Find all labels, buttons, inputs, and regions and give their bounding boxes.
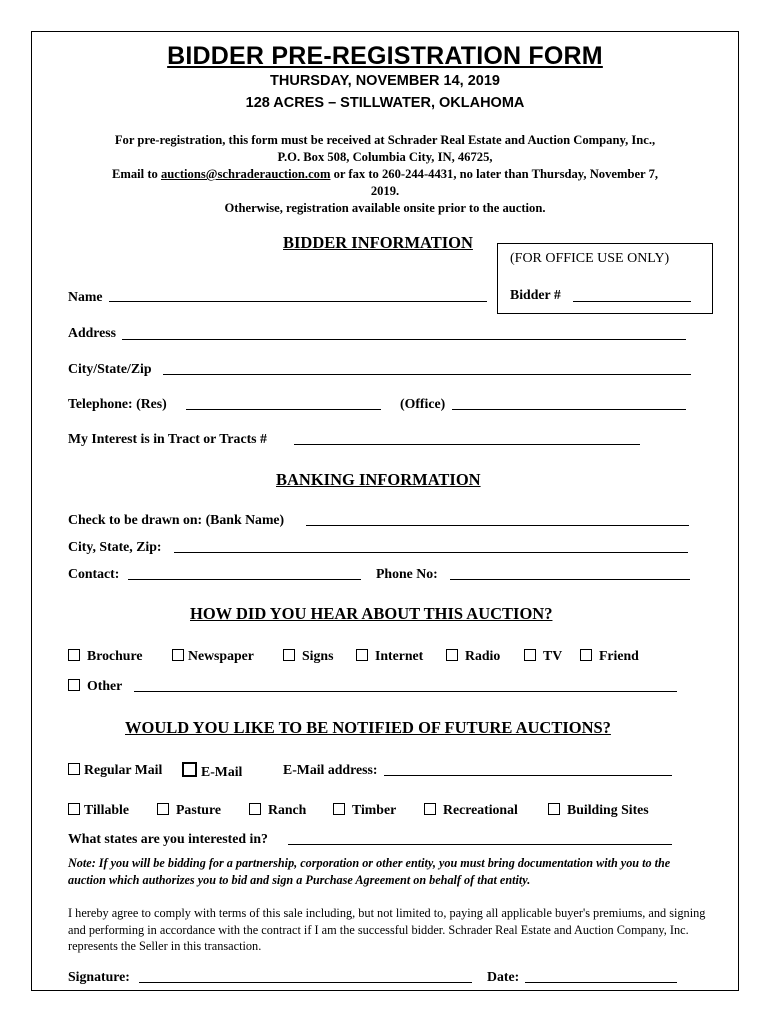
- checkbox[interactable]: [68, 649, 80, 661]
- checkbox[interactable]: [548, 803, 560, 815]
- bidder-info-heading: BIDDER INFORMATION: [283, 233, 473, 252]
- checkbox[interactable]: [249, 803, 261, 815]
- bidder-number-field[interactable]: [573, 301, 691, 302]
- city-state-zip-label: City/State/Zip: [68, 361, 152, 376]
- option-label: Signs: [302, 648, 334, 663]
- option-label: Newspaper: [188, 648, 254, 663]
- hear-option-brochure[interactable]: [68, 648, 142, 664]
- fax-text: or fax to 260-244-4431, no later than Thursday, November 7,: [330, 167, 659, 181]
- hear-option-radio[interactable]: [446, 648, 500, 664]
- checkbox[interactable]: [68, 679, 80, 691]
- phone-label: Phone No:: [376, 566, 438, 581]
- hear-option-tv[interactable]: [524, 648, 562, 664]
- bidder-number-label: Bidder #: [510, 287, 561, 302]
- interest-pasture[interactable]: [157, 802, 221, 818]
- email-link[interactable]: auctions@schraderauction.com: [160, 167, 331, 181]
- checkbox[interactable]: [446, 649, 458, 661]
- bank-city-field[interactable]: [174, 552, 688, 553]
- checkbox[interactable]: [68, 803, 80, 815]
- intro-text: [70, 132, 700, 217]
- interest-tillable[interactable]: [68, 802, 129, 818]
- date-label: Date:: [487, 969, 520, 984]
- office-use-title: (FOR OFFICE USE ONLY): [510, 251, 670, 266]
- checkbox[interactable]: [424, 803, 436, 815]
- option-label: Internet: [375, 648, 424, 663]
- signature-field[interactable]: [139, 982, 472, 983]
- bank-name-label: Check to be drawn on: (Bank Name): [68, 512, 285, 527]
- name-label: Name: [68, 289, 103, 304]
- hear-option-signs[interactable]: [283, 648, 333, 664]
- interest-timber[interactable]: [333, 802, 396, 818]
- interest-building-sites[interactable]: [548, 802, 649, 818]
- states-field[interactable]: [288, 844, 672, 845]
- signature-label: Signature:: [68, 969, 130, 984]
- option-label: E-Mail: [201, 764, 243, 779]
- telephone-office-field[interactable]: [452, 409, 686, 410]
- option-label: Timber: [352, 802, 397, 817]
- telephone-res-label: Telephone: (Res): [68, 396, 167, 411]
- agreement-text: I hereby agree to comply with terms of this sale including, but not limited to, paying all applicable buyer's premiums, and signing and performing in accordance with the contract if I am the successful bidder. Schrader Real Estate and Auction Company, Inc. represents the Seller in this transaction.: [68, 906, 706, 953]
- intro-line-4: 2019.: [370, 184, 400, 198]
- checkbox[interactable]: [157, 803, 169, 815]
- hear-option-internet[interactable]: [356, 648, 423, 664]
- address-label: Address: [68, 325, 117, 340]
- intro-line-3: [70, 166, 700, 183]
- checkbox[interactable]: [580, 649, 592, 661]
- other-field[interactable]: [134, 691, 677, 692]
- option-label: Radio: [465, 648, 501, 663]
- form-title: BIDDER PRE-REGISTRATION FORM: [167, 42, 603, 70]
- checkbox[interactable]: [68, 763, 80, 775]
- checkbox[interactable]: [283, 649, 295, 661]
- contact-label: Contact:: [68, 566, 120, 581]
- option-label: Ranch: [268, 802, 307, 817]
- banking-heading: BANKING INFORMATION: [276, 470, 481, 489]
- intro-line-2: P.O. Box 508, Columbia City, IN, 46725,: [277, 150, 493, 164]
- hear-option-newspaper[interactable]: [172, 648, 254, 664]
- office-use-box: [497, 243, 713, 314]
- option-label: TV: [543, 648, 563, 663]
- option-label: Pasture: [176, 802, 221, 817]
- contact-field[interactable]: [128, 579, 361, 580]
- notify-regular-mail[interactable]: [68, 762, 162, 778]
- date-field[interactable]: [525, 982, 677, 983]
- intro-line-5: Otherwise, registration available onsite prior to the auction.: [224, 201, 546, 215]
- option-label: Friend: [599, 648, 639, 663]
- telephone-res-field[interactable]: [186, 409, 381, 410]
- notify-email[interactable]: [182, 762, 242, 780]
- tract-interest-label: My Interest is in Tract or Tracts #: [68, 431, 267, 446]
- email-address-field[interactable]: [384, 775, 672, 776]
- intro-line-1: For pre-registration, this form must be received at Schrader Real Estate and Auction Company, Inc.,: [114, 133, 656, 147]
- checkbox[interactable]: [182, 762, 197, 777]
- email-address-label: E-Mail address:: [283, 762, 378, 777]
- checkbox[interactable]: [524, 649, 536, 661]
- checkbox[interactable]: [172, 649, 184, 661]
- states-label: What states are you interested in?: [68, 831, 268, 846]
- notify-heading: WOULD YOU LIKE TO BE NOTIFIED OF FUTURE AUCTIONS?: [125, 718, 611, 737]
- option-label: Brochure: [87, 648, 143, 663]
- option-label: Regular Mail: [84, 762, 163, 777]
- checkbox[interactable]: [333, 803, 345, 815]
- option-label: Recreational: [443, 802, 518, 817]
- name-field[interactable]: [109, 301, 487, 302]
- tract-interest-field[interactable]: [294, 444, 640, 445]
- checkbox[interactable]: [356, 649, 368, 661]
- option-label: Building Sites: [567, 802, 649, 817]
- address-field[interactable]: [122, 339, 686, 340]
- email-prefix: Email to: [111, 167, 161, 181]
- interest-ranch[interactable]: [249, 802, 306, 818]
- telephone-office-label: (Office): [400, 396, 446, 411]
- auction-location: 128 ACRES – STILLWATER, OKLAHOMA: [245, 95, 525, 111]
- bank-city-label: City, State, Zip:: [68, 539, 162, 554]
- bank-name-field[interactable]: [306, 525, 689, 526]
- option-label: Tillable: [84, 802, 129, 817]
- interest-recreational[interactable]: [424, 802, 518, 818]
- hear-heading: HOW DID YOU HEAR ABOUT THIS AUCTION?: [190, 604, 553, 623]
- hear-option-other[interactable]: [68, 678, 122, 694]
- option-label: Other: [87, 678, 123, 693]
- auction-date: THURSDAY, NOVEMBER 14, 2019: [270, 73, 500, 89]
- phone-field[interactable]: [450, 579, 690, 580]
- city-state-zip-field[interactable]: [163, 374, 691, 375]
- hear-option-friend[interactable]: [580, 648, 639, 664]
- entity-note: Note: If you will be bidding for a partnership, corporation or other entity, you must bring documentation with you to the auction which authorizes you to bid and sign a Purchase Agreement on behalf of that entity.: [68, 856, 671, 887]
